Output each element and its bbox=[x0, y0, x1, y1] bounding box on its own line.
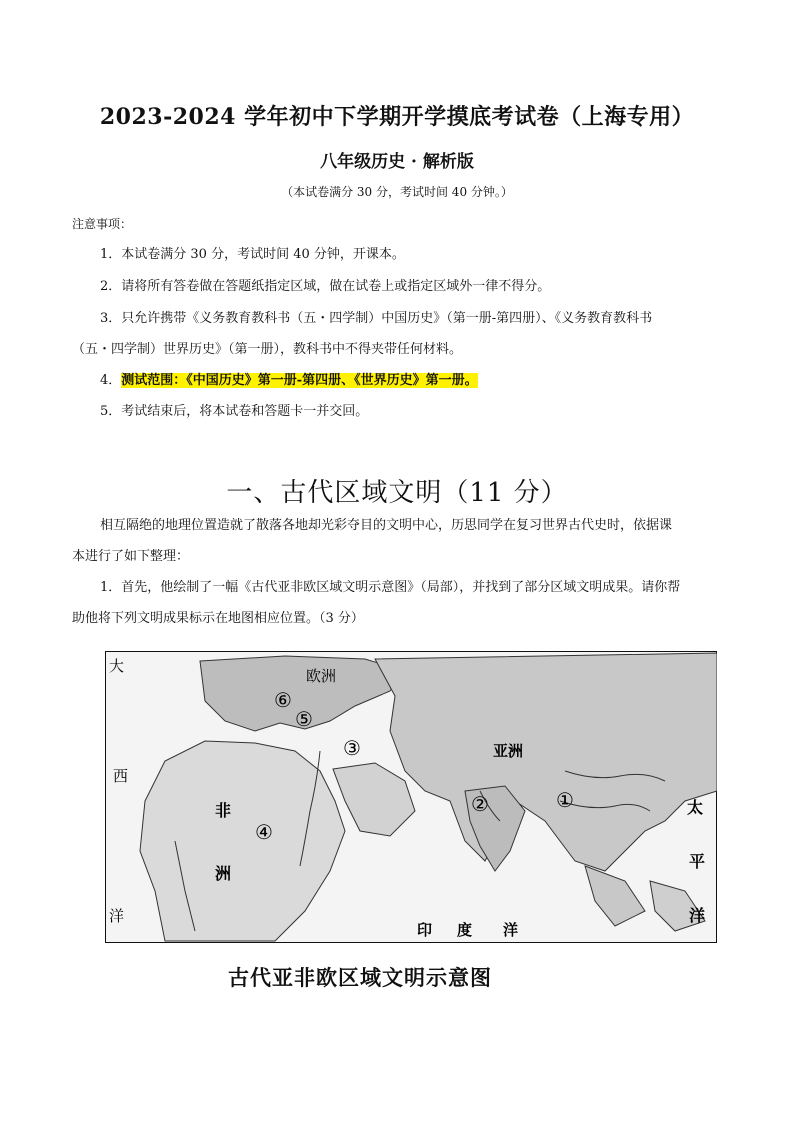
note-item-4-number: 4． bbox=[100, 373, 122, 388]
note-item-3-cont: （五・四学制）世界历史》（第一册），教科书中不得夹带任何材料。 bbox=[72, 342, 463, 357]
map-marker-3: ③ bbox=[343, 736, 361, 760]
map-label-indian-1: 印 bbox=[417, 921, 433, 939]
map-label-africa-1: 非 bbox=[215, 801, 232, 820]
map-marker-5: ⑤ bbox=[295, 707, 313, 731]
section-intro-line1: 相互隔绝的地理位置造就了散落各地却光彩夺目的文明中心，历思同学在复习世界古代史时，依据课 bbox=[100, 518, 673, 533]
note-item-4-highlight: 测试范围：《中国历史》第一册-第四册、《世界历史》第一册。 bbox=[121, 373, 478, 388]
map-label-pacific-2: 平 bbox=[689, 852, 706, 871]
exam-info: （本试卷满分 30 分，考试时间 40 分钟。） bbox=[281, 185, 513, 199]
map-marker-1: ① bbox=[556, 788, 574, 812]
map-label-indian-3: 洋 bbox=[503, 921, 519, 939]
question-1-line2: 助他将下列文明成果标示在地图相应位置。（3 分） bbox=[72, 611, 364, 626]
map-label-pacific-1: 太 bbox=[687, 798, 704, 817]
map-caption: 古代亚非欧区域文明示意图 bbox=[228, 965, 492, 990]
map-label-big: 大 bbox=[109, 657, 125, 675]
note-item-3: 3．只允许携带《义务教育教科书（五・四学制）中国历史》（第一册-第四册）、《义务教育教科书 bbox=[100, 311, 653, 326]
map-marker-4: ④ bbox=[255, 820, 273, 844]
section-intro-line2: 本进行了如下整理： bbox=[72, 549, 190, 564]
note-item-4 bbox=[100, 371, 478, 391]
map-label-indian-2: 度 bbox=[457, 921, 473, 939]
note-item-1: 1．本试卷满分 30 分，考试时间 40 分钟，开课本。 bbox=[100, 247, 405, 262]
map-label-yang: 洋 bbox=[109, 907, 125, 925]
map-label-africa-2: 洲 bbox=[215, 864, 232, 883]
note-item-5: 5．考试结束后，将本试卷和答题卡一并交回。 bbox=[100, 404, 369, 419]
question-1-line1: 1．首先，他绘制了一幅《古代亚非欧区域文明示意图》（局部），并找到了部分区域文明成果。请你帮 bbox=[100, 580, 681, 595]
map-label-west: 西 bbox=[113, 767, 129, 785]
map-marker-6: ⑥ bbox=[274, 688, 292, 712]
map-label-pacific-3: 洋 bbox=[689, 906, 706, 925]
map-label-europe: 欧洲 bbox=[306, 667, 337, 685]
map-marker-2: ② bbox=[471, 792, 489, 816]
page-subtitle: 八年级历史 · 解析版 bbox=[320, 152, 474, 172]
section-title: 一、古代区域文明（11 分） bbox=[226, 478, 568, 508]
note-item-2: 2．请将所有答卷做在答题纸指定区域，做在试卷上或指定区域外一律不得分。 bbox=[100, 279, 551, 294]
page-title: 2023-2024 学年初中下学期开学摸底考试卷（上海专用） bbox=[99, 104, 695, 130]
civilization-map bbox=[105, 651, 717, 943]
notes-heading: 注意事项： bbox=[72, 217, 133, 231]
map-label-asia: 亚洲 bbox=[493, 742, 524, 760]
